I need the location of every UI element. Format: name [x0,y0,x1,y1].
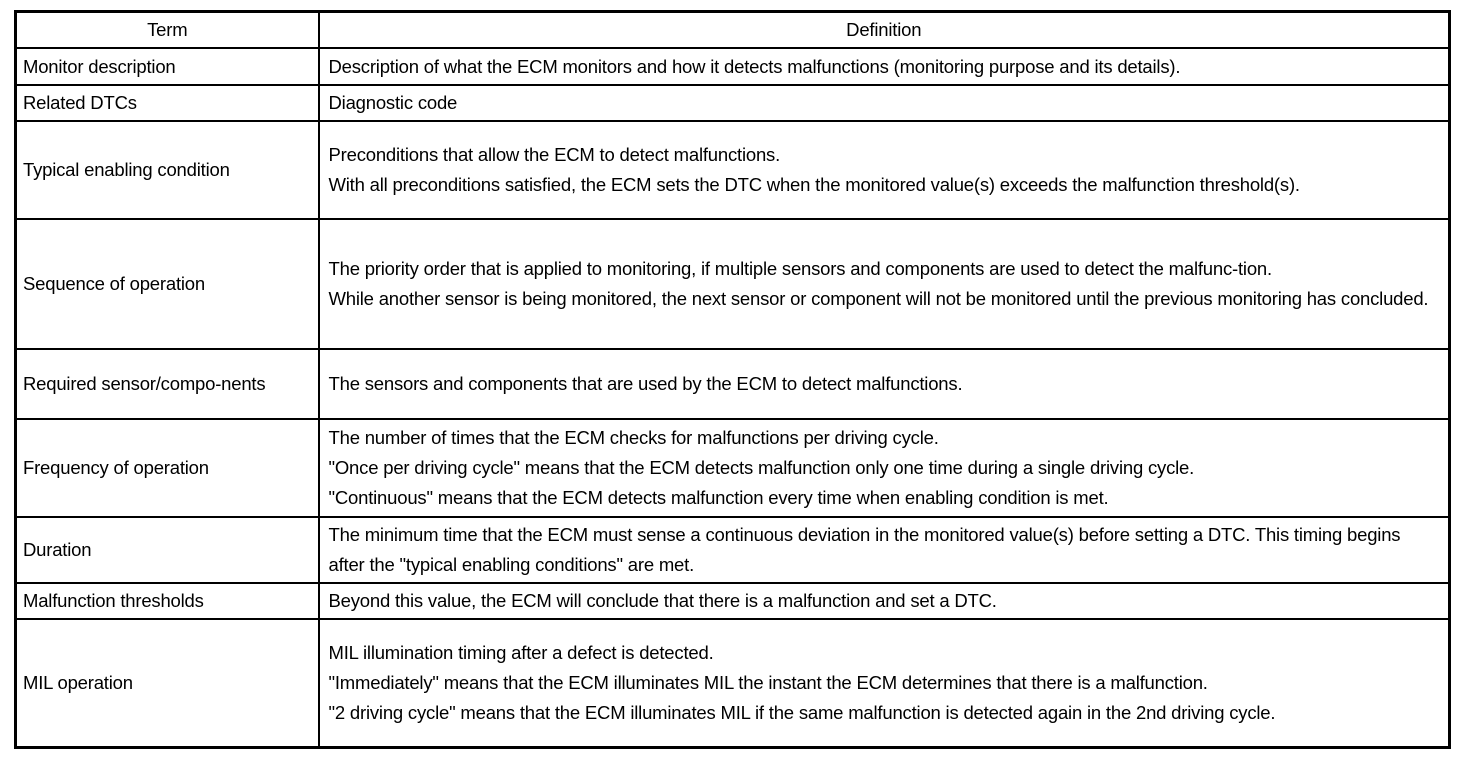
definition-line: MIL illumination timing after a defect is detected. [328,641,714,663]
table-row [16,85,1450,121]
table-row [16,517,1450,583]
definition-line: "2 driving cycle" means that the ECM illuminates MIL if the same malfunction is detected again in the 2nd driving cycle. [328,701,1276,723]
definition-column-header: Definition [319,12,1450,49]
table-row [16,48,1450,85]
definition-line: The priority order that is applied to monitoring, if multiple sensors and components are used to detect the malfunc-tion. [328,258,1272,279]
definition-cell [319,48,1450,85]
terms-definitions-table [14,10,1451,749]
definition-line: Beyond this value, the ECM will conclude that there is a malfunction and set a DTC. [328,590,997,611]
definition-line: While another sensor is being monitored, the next sensor or component will not be monitored until the previous monitoring has concluded. [328,288,1429,309]
definition-line: Preconditions that allow the ECM to detect malfunctions. [328,144,781,165]
definition-cell [319,583,1450,619]
table-row [16,419,1450,517]
definition-line: "Once per driving cycle" means that the ECM detects malfunction only one time during a single driving cycle. [328,457,1195,478]
definition-line: Diagnostic code [328,92,458,113]
table-row [16,349,1450,419]
definition-line: With all preconditions satisfied, the ECM sets the DTC when the monitored value(s) exceeds the malfunction threshold(s). [328,174,1300,195]
definition-cell [319,419,1450,517]
definition-cell [319,517,1450,583]
header-row [16,12,1450,49]
definition-line: The minimum time that the ECM must sense a continuous deviation in the monitored value(s) before setting a DTC. This timing begins after the "typical enabling conditions" are met. [328,524,1401,575]
table-row [16,219,1450,349]
term-cell: Typical enabling condition [16,121,319,219]
term-cell: Monitor description [16,48,319,85]
term-cell: Frequency of operation [16,419,319,517]
table-row [16,583,1450,619]
term-column-header: Term [16,12,319,49]
term-cell: Sequence of operation [16,219,319,349]
definition-cell [319,219,1450,349]
table-row [16,121,1450,219]
term-cell: MIL operation [16,619,319,747]
table-row [16,619,1450,747]
term-cell: Malfunction thresholds [16,583,319,619]
definition-cell [319,85,1450,121]
definition-line: The sensors and components that are used by the ECM to detect malfunctions. [328,373,963,394]
definition-line: Description of what the ECM monitors and how it detects malfunctions (monitoring purpose and its details). [328,55,1181,77]
term-cell: Required sensor/compo-nents [16,349,319,419]
term-cell: Duration [16,517,319,583]
definition-line: "Continuous" means that the ECM detects malfunction every time when enabling condition is met. [328,487,1109,508]
definition-line: "Immediately" means that the ECM illuminates MIL the instant the ECM determines that there is a malfunction. [328,671,1208,693]
term-cell: Related DTCs [16,85,319,121]
definition-cell [319,349,1450,419]
definition-cell [319,121,1450,219]
definition-cell [319,619,1450,747]
definition-line: The number of times that the ECM checks for malfunctions per driving cycle. [328,427,939,448]
